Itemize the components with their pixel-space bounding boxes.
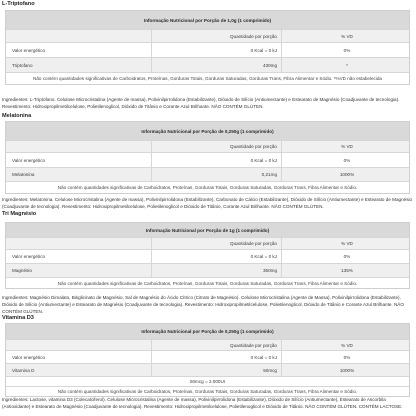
row-vd: 135%	[281, 264, 412, 277]
table-row	[6, 263, 409, 277]
conversion-text: 50mcg = 2.000UI	[189, 379, 226, 384]
row-qty: 0 Kcal = 0 kJ	[151, 153, 281, 167]
footnote-text: Não contém quantidades significativas de Carboidratos, Proteínas, Gorduras Totais, Gorduras Saturadas, Gorduras Trans, Fibra Alimentar e Sódio.	[57, 185, 358, 190]
table-row	[6, 42, 409, 57]
table-column-header	[6, 237, 409, 249]
row-name: Valor energético	[12, 47, 46, 53]
table-row	[6, 152, 409, 167]
row-vd: 1000%	[281, 364, 412, 376]
table-column-header	[6, 339, 409, 350]
section-title: Vitamina D3	[2, 315, 34, 321]
column-vd-label: % VD	[281, 141, 412, 152]
table-header-label: Informação Nutricional por Porção de 0,250g (1 comprimido)	[141, 128, 274, 134]
row-vd: 1000%	[281, 168, 412, 181]
ingredients-text: Ingredientes: Lactose, vitamina D3 (Colecalciferol). Celulose Microcristalina (Agente de massa), Polivinilpirrolidona (Estabilizante), Dióxido de Silício (Antiumectante), Estearato de Ascorbila (Antioxidante) e Estearato de Magnésio (Coadjuvante de tecnologia). Revestimento: Hidroxipropilmetilcelulose, Polietilenoglicol e Dióxido de Titânio. NÃO CONTÉM GLÚTEN. CONTÉM LACTOSE.	[2, 397, 403, 409]
table-header	[6, 324, 409, 339]
column-qty-label: Quantidade por porção	[151, 30, 281, 42]
row-name: Magnésio	[12, 268, 32, 273]
row-vd: 0%	[281, 153, 412, 167]
row-qty: 0,21mg	[151, 168, 281, 181]
row-qty: 0 Kcal = 0 kJ	[151, 351, 281, 363]
row-qty: 0 Kcal = 0 kJ	[151, 250, 281, 263]
row-name: Vitamina D	[12, 367, 35, 373]
column-qty-label: Quantidade por porção	[151, 238, 281, 249]
nutrition-table	[5, 323, 410, 397]
table-header-label: Informação Nutricional por Porção de 1g (1 comprimido)	[145, 227, 270, 233]
row-name: Melatonina	[12, 172, 35, 177]
nutrition-table	[5, 10, 410, 85]
table-header	[6, 122, 409, 140]
row-vd: 0%	[281, 43, 412, 57]
footnote-text: Não contém quantidades significativas de Carboidratos, Proteínas, Gorduras Totais, Gorduras Saturadas, Gorduras Trans, Fibra Alimentar e Sódio. *%VD não estabelecida	[33, 76, 382, 81]
table-footnote	[6, 72, 409, 84]
row-vd: *	[281, 58, 412, 72]
table-row	[6, 363, 409, 376]
row-name: Valor energético	[12, 354, 46, 360]
column-qty-label: Quantidade por porção	[151, 340, 281, 350]
table-row	[6, 249, 409, 263]
table-header	[6, 11, 409, 29]
table-conversion-row	[6, 376, 409, 386]
ingredients-text: Ingredientes: Melatonina. Celulose Microcristalina (Agente de massa), Polivinilpirrolidona (Estabilizante), Carbonato de Cálcio (Estabilizante), Dióxido de Silício (Antiumectante) e Estearato de Magnésio (Coadjuvante de tecnologia). Revestimento: Hidroxipropilmetilcelulose, Polietilenoglicol e Dióxido de Titânio, Corante Azul Brilhante. NÃO CONTÉM GLÚTEN.	[2, 197, 413, 209]
nutrition-table	[5, 121, 410, 194]
row-name: Valor energético	[12, 157, 46, 163]
table-column-header	[6, 29, 409, 42]
ingredients-text: Ingredientes: Magnésio Dimalato, Bisglicinato de Magnésio, Sal de Magnésio do Ácido Cítrico (Citrato de Magnésio). Celulose Microcristalina (Agente de Massa), Polivinilpirrolidona (Estabilizante), Dióxido de Silício (Antiumectante) e Estearato de Magnésio (Coadjuvante de tecnologia). Revestimento: Hidroxipropilmetilcelulose, Polietilenoglicol, Dióxido de Titânio e Corante Azul Brilhante. NÃO CONTÉM GLÚTEN.	[2, 295, 404, 314]
column-vd-label: % VD	[281, 238, 412, 249]
section-title: L-Triptofano	[2, 1, 35, 7]
ingredients-text: Ingredientes: L-Triptofano. Celulose Microcristalina (Agente de massa), Polivinilpirrolidona (Estabilizante), Dióxido de Silício (Antiumectante) e Estearato de Magnésio (Coadjuvante de tecnologia). Revestimento: Hidroxipropilmetilcelulose, Polietilenoglicol, Dióxido de Titânio e Corante Azul Brilhante. NÃO CONTÉM GLÚTEN.	[2, 97, 400, 109]
table-row	[6, 167, 409, 181]
row-vd: 0%	[281, 351, 412, 363]
nutrition-table	[5, 222, 410, 289]
row-qty: 350mg	[151, 264, 281, 277]
footnote-text: Não contém quantidades significativas de Carboidratos, Proteínas, Gorduras Totais, Gorduras Saturadas, Gorduras Trans, Fibra Alimentar e Sódio.	[57, 280, 358, 286]
table-footnote	[6, 386, 409, 396]
column-vd-label: % VD	[281, 30, 412, 42]
table-header-label: Informação Nutricional por Porção de 1,0g (1 comprimido)	[143, 17, 272, 23]
table-header-label: Informação Nutricional por Porção de 0,250g (1 comprimido)	[141, 329, 274, 334]
row-name: Valor energético	[12, 254, 46, 259]
table-header	[6, 223, 409, 237]
row-qty: 50mcg	[151, 364, 281, 376]
footnote-text: Não contém quantidades significativas de Carboidratos, Proteínas, Gorduras Totais, Gorduras Saturadas, Gorduras Trans, Fibra Alimentar e Sódio.	[57, 389, 358, 394]
row-qty: 430mg	[151, 58, 281, 72]
section-title: Tri Magnésio	[2, 211, 37, 217]
table-row	[6, 350, 409, 363]
table-footnote	[6, 181, 409, 193]
table-footnote	[6, 277, 409, 288]
column-vd-label: % VD	[281, 340, 412, 350]
column-qty-label: Quantidade por porção	[151, 141, 281, 152]
row-vd: 0%	[281, 250, 412, 263]
row-qty: 0 Kcal = 0 kJ	[151, 43, 281, 57]
section-title: Melatonina	[2, 113, 32, 119]
table-row	[6, 57, 409, 72]
row-name: Triptofano	[12, 62, 33, 68]
table-column-header	[6, 140, 409, 152]
